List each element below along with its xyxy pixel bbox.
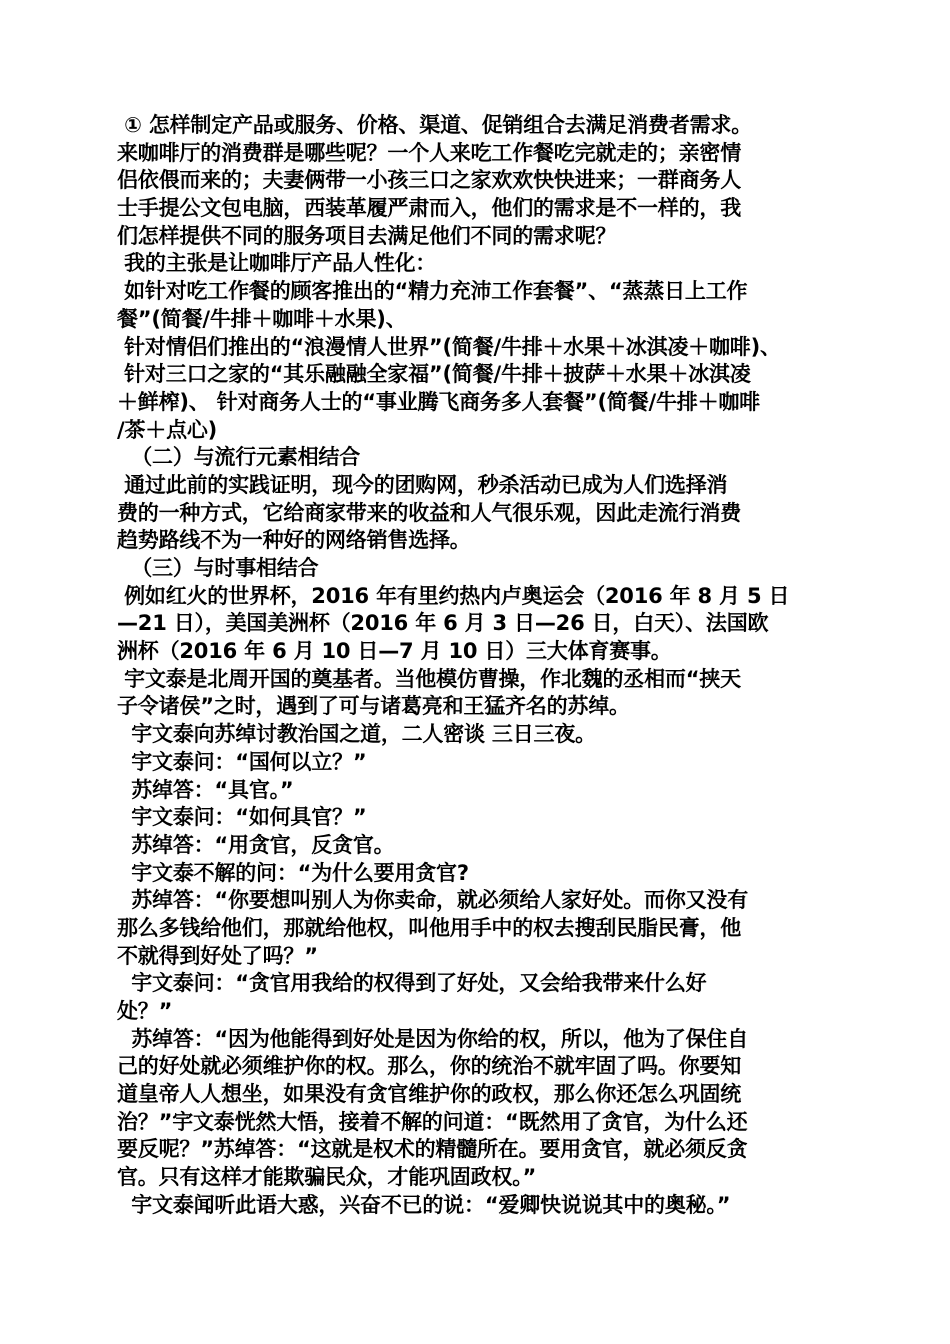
text-line: —21 日），美国美洲杯（2016 年 6 月 3 日—26 日，白天）、法国欧 bbox=[117, 611, 769, 636]
text-line: 处？” bbox=[117, 999, 173, 1023]
text-line: 苏绰答：“用贪官，反贪官。 bbox=[117, 832, 395, 857]
text-line: 侣依偎而来的；夫妻俩带一小孩三口之家欢欢快快进来；一群商务人 bbox=[117, 168, 741, 193]
text-line: /茶＋点心) bbox=[117, 417, 218, 442]
text-line: 要反呢？”苏绰答：“这就是权术的精髓所在。要用贪官，就必须反贪 bbox=[117, 1137, 748, 1162]
text-line: 宇文泰问：“国何以立？” bbox=[117, 749, 367, 774]
text-line: 们怎样提供不同的服务项目去满足他们不同的需求呢？ bbox=[117, 223, 617, 248]
text-line: 治？”宇文泰恍然大悟，接着不解的问道：“既然用了贪官，为什么还 bbox=[117, 1109, 748, 1134]
document-body bbox=[117, 112, 842, 1220]
text-line: 餐”(简餐/牛排＋咖啡＋水果)、 bbox=[117, 306, 407, 331]
text-line: 宇文泰问：“如何具官？” bbox=[117, 805, 367, 830]
text-line: 那么多钱给他们，那就给他权，叫他用手中的权去搜刮民脂民膏，他 bbox=[117, 915, 741, 940]
text-line: 通过此前的实践证明，现今的团购网，秒杀活动已成为人们选择消 bbox=[117, 472, 728, 497]
text-line: 苏绰答：“因为他能得到好处是因为你给的权，所以，他为了保住自 bbox=[117, 1026, 749, 1051]
text-line: ① 怎样制定产品或服务、价格、渠道、促销组合去满足消费者需求。 bbox=[117, 113, 752, 137]
text-line: 费的一种方式，它给商家带来的收益和人气很乐观，因此走流行消费 bbox=[117, 500, 741, 525]
text-line: 趋势路线不为一种好的网络销售选择。 bbox=[117, 528, 471, 553]
text-line: 士手提公文包电脑，西装革履严肃而入，他们的需求是不一样的，我 bbox=[117, 196, 741, 221]
text-line: 来咖啡厅的消费群是哪些呢？一个人来吃工作餐吃完就走的；亲密情 bbox=[117, 140, 741, 165]
text-line: （二）与流行元素相结合 bbox=[117, 445, 361, 470]
text-line: 不就得到好处了吗？” bbox=[117, 943, 318, 968]
text-line: 宇文泰向苏绰讨教治国之道，二人密谈 三日三夜。 bbox=[117, 722, 596, 747]
text-line: 洲杯（2016 年 6 月 10 日—7 月 10 日）三大体育赛事。 bbox=[117, 639, 672, 664]
text-line: 宇文泰不解的问：“为什么要用贪官? bbox=[117, 860, 469, 885]
text-line: 宇文泰是北周开国的奠基者。当他模仿曹操，作北魏的丞相而“挟天 bbox=[117, 666, 741, 691]
text-line: 我的主张是让咖啡厅产品人性化： bbox=[117, 251, 437, 276]
text-line: 己的好处就必须维护你的权。那么，你的统治不就牢固了吗。你要知 bbox=[117, 1054, 741, 1079]
text-line: 针对情侣们推出的“浪漫情人世界”(简餐/牛排＋水果＋冰淇凌＋咖啡)、 bbox=[117, 334, 781, 359]
text-line: 苏绰答：“你要想叫别人为你卖命，就必须给人家好处。而你又没有 bbox=[117, 888, 749, 913]
text-line: 宇文泰闻听此语大惑，兴奋不已的说：“爱卿快说说其中的奥秘。” bbox=[117, 1192, 731, 1217]
text-line: 针对三口之家的“其乐融融全家福”(简餐/牛排＋披萨＋水果＋冰淇凌 bbox=[117, 362, 751, 387]
text-line: 官。只有这样才能欺骗民众，才能巩固政权。” bbox=[117, 1165, 537, 1190]
text-line: ＋鲜榨)、 针对商务人士的“事业腾飞商务多人套餐”(简餐/牛排＋咖啡 bbox=[117, 389, 760, 414]
text-line: 道皇帝人人想坐，如果没有贪官维护你的政权，那么你还怎么巩固统 bbox=[117, 1082, 741, 1107]
text-line: 例如红火的世界杯，2016 年有里约热内卢奥运会（2016 年 8 月 5 日 bbox=[117, 583, 790, 608]
text-line: 苏绰答：“具官。” bbox=[117, 777, 294, 802]
text-line: （三）与时事相结合 bbox=[117, 556, 319, 580]
text-line: 如针对吃工作餐的顾客推出的“精力充沛工作套餐”、“蒸蒸日上工作 bbox=[117, 279, 748, 304]
text-line: 宇文泰问：“贪官用我给的权得到了好处，又会给我带来什么好 bbox=[117, 971, 707, 996]
text-line: 子令诸侯”之时，遇到了可与诸葛亮和王猛齐名的苏绰。 bbox=[117, 694, 630, 719]
